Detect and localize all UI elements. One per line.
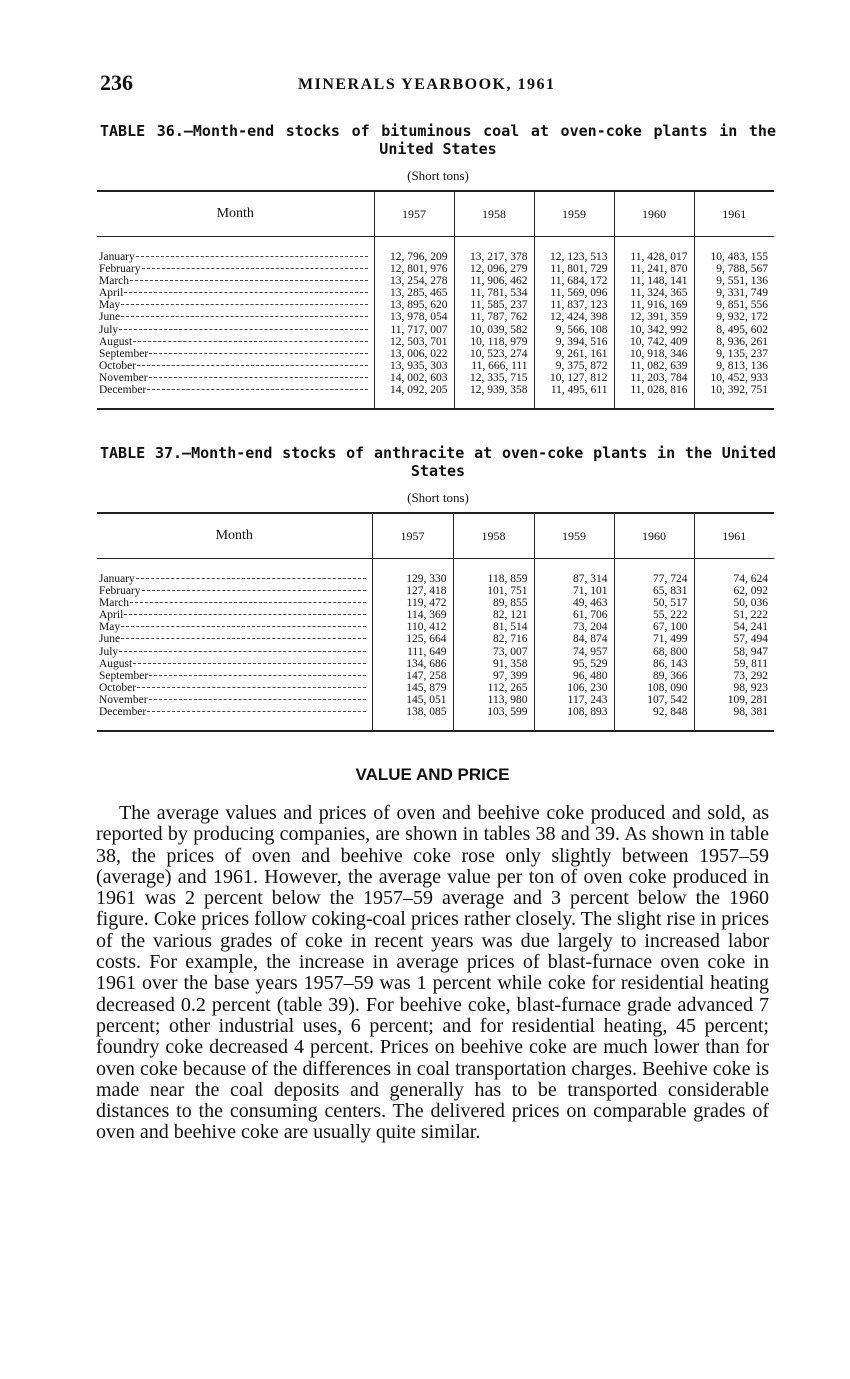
value-cell: 95, 529 xyxy=(534,658,614,670)
value-cell: 10, 127, 812 xyxy=(534,372,614,384)
table-row xyxy=(97,324,774,336)
value-cell: 10, 742, 409 xyxy=(614,336,694,348)
value-cell: 61, 706 xyxy=(534,609,614,621)
section-heading: VALUE AND PRICE xyxy=(355,765,510,784)
table36-col-year: 1960 xyxy=(614,191,694,237)
leader-dots xyxy=(121,638,365,639)
table-row xyxy=(97,384,774,409)
value-cell: 71, 101 xyxy=(534,585,614,597)
value-cell: 9, 551, 136 xyxy=(694,275,774,287)
value-cell: 11, 495, 611 xyxy=(534,384,614,409)
value-cell: 74, 957 xyxy=(534,646,614,658)
month-cell xyxy=(97,670,372,682)
table-row xyxy=(97,670,774,682)
month-cell xyxy=(97,336,374,348)
leader-dots xyxy=(124,614,365,615)
leader-dots xyxy=(121,316,367,317)
value-cell: 11, 428, 017 xyxy=(614,237,694,264)
table37-col-year: 1959 xyxy=(534,513,614,559)
month-label-wrap xyxy=(99,251,370,263)
value-cell: 86, 143 xyxy=(614,658,694,670)
month-label-wrap xyxy=(99,670,368,682)
value-cell: 138, 085 xyxy=(372,706,453,731)
value-cell: 11, 585, 237 xyxy=(454,299,534,311)
month-label: February xyxy=(99,585,141,598)
table36-col-year: 1957 xyxy=(374,191,454,237)
month-label: March xyxy=(99,275,130,288)
month-label-wrap xyxy=(99,585,368,597)
value-cell: 97, 399 xyxy=(453,670,534,682)
month-cell xyxy=(97,275,374,287)
value-cell: 147, 258 xyxy=(372,670,453,682)
month-label: September xyxy=(99,669,149,682)
value-cell: 119, 472 xyxy=(372,597,453,609)
value-cell: 50, 517 xyxy=(614,597,694,609)
value-cell: 8, 495, 602 xyxy=(694,324,774,336)
month-label: April xyxy=(99,287,124,300)
value-cell: 11, 203, 784 xyxy=(614,372,694,384)
table36-title xyxy=(100,122,776,158)
month-label-wrap xyxy=(99,263,370,275)
leader-dots xyxy=(133,341,367,342)
value-cell: 145, 051 xyxy=(372,694,453,706)
month-label-wrap xyxy=(99,360,370,372)
month-label: June xyxy=(99,633,121,646)
month-cell xyxy=(97,706,372,731)
value-cell: 9, 135, 237 xyxy=(694,348,774,360)
value-cell: 82, 121 xyxy=(453,609,534,621)
month-label: October xyxy=(99,681,137,694)
month-label-wrap xyxy=(99,682,368,694)
month-label-wrap xyxy=(99,694,368,706)
month-label-wrap xyxy=(99,384,370,396)
month-cell xyxy=(97,324,374,336)
value-cell: 10, 523, 274 xyxy=(454,348,534,360)
month-cell xyxy=(97,287,374,299)
value-cell: 12, 424, 398 xyxy=(534,311,614,323)
month-label: February xyxy=(99,263,141,276)
value-cell: 73, 204 xyxy=(534,621,614,633)
value-cell: 114, 369 xyxy=(372,609,453,621)
value-cell: 9, 375, 872 xyxy=(534,360,614,372)
month-label: November xyxy=(99,693,148,706)
value-cell: 13, 254, 278 xyxy=(374,275,454,287)
month-cell xyxy=(97,597,372,609)
table37-col-year: 1957 xyxy=(372,513,453,559)
month-cell xyxy=(97,360,374,372)
value-cell: 11, 781, 534 xyxy=(454,287,534,299)
leader-dots xyxy=(137,687,365,688)
table-row xyxy=(97,348,774,360)
month-cell xyxy=(97,384,374,409)
value-cell: 68, 800 xyxy=(614,646,694,658)
table-row xyxy=(97,706,774,731)
value-cell: 9, 331, 749 xyxy=(694,287,774,299)
value-cell: 101, 751 xyxy=(453,585,534,597)
table-row xyxy=(97,694,774,706)
value-cell: 11, 684, 172 xyxy=(534,275,614,287)
value-cell: 91, 358 xyxy=(453,658,534,670)
value-cell: 134, 686 xyxy=(372,658,453,670)
table37-units: (Short tons) xyxy=(407,490,469,505)
month-cell xyxy=(97,311,374,323)
month-cell xyxy=(97,559,372,586)
month-label: December xyxy=(99,384,147,397)
value-cell: 89, 855 xyxy=(453,597,534,609)
month-label-wrap xyxy=(99,275,370,287)
value-cell: 98, 381 xyxy=(694,706,774,731)
value-cell: 11, 801, 729 xyxy=(534,263,614,275)
value-cell: 11, 837, 123 xyxy=(534,299,614,311)
month-label: April xyxy=(99,609,124,622)
value-cell: 58, 947 xyxy=(694,646,774,658)
value-cell: 9, 932, 172 xyxy=(694,311,774,323)
table-row xyxy=(97,275,774,287)
value-cell: 14, 002, 603 xyxy=(374,372,454,384)
leader-dots xyxy=(137,365,367,366)
value-cell: 10, 918, 346 xyxy=(614,348,694,360)
leader-dots xyxy=(121,304,367,305)
value-cell: 13, 895, 620 xyxy=(374,299,454,311)
month-label-wrap xyxy=(99,706,368,718)
value-cell: 11, 324, 365 xyxy=(614,287,694,299)
value-cell: 10, 483, 155 xyxy=(694,237,774,264)
value-cell: 112, 265 xyxy=(453,682,534,694)
value-cell: 108, 090 xyxy=(614,682,694,694)
value-cell: 54, 241 xyxy=(694,621,774,633)
table-row xyxy=(97,633,774,645)
month-label: January xyxy=(99,573,135,585)
table36-col-year: 1959 xyxy=(534,191,614,237)
value-cell: 55, 222 xyxy=(614,609,694,621)
table-row xyxy=(97,682,774,694)
value-cell: 50, 036 xyxy=(694,597,774,609)
table-row xyxy=(97,311,774,323)
value-cell: 10, 392, 751 xyxy=(694,384,774,409)
table36-col-year: 1961 xyxy=(694,191,774,237)
month-label-wrap xyxy=(99,324,370,336)
value-cell: 12, 796, 209 xyxy=(374,237,454,264)
value-cell: 145, 879 xyxy=(372,682,453,694)
value-cell: 49, 463 xyxy=(534,597,614,609)
value-cell: 12, 391, 359 xyxy=(614,311,694,323)
leader-dots xyxy=(121,626,365,627)
leader-dots xyxy=(136,256,368,257)
value-cell: 67, 100 xyxy=(614,621,694,633)
month-label-wrap xyxy=(99,372,370,384)
month-label-wrap xyxy=(99,287,370,299)
month-label-wrap xyxy=(99,573,368,585)
table-row xyxy=(97,559,774,586)
value-cell: 71, 499 xyxy=(614,633,694,645)
value-cell: 111, 649 xyxy=(372,646,453,658)
table-row xyxy=(97,646,774,658)
table-row xyxy=(97,372,774,384)
table-row xyxy=(97,360,774,372)
month-label: October xyxy=(99,359,137,372)
value-cell: 12, 503, 701 xyxy=(374,336,454,348)
leader-dots xyxy=(147,389,367,390)
month-label-wrap xyxy=(99,646,368,658)
value-cell: 96, 480 xyxy=(534,670,614,682)
value-cell: 10, 342, 992 xyxy=(614,324,694,336)
page-number: 236 xyxy=(100,70,133,95)
value-cell: 107, 542 xyxy=(614,694,694,706)
month-label: July xyxy=(99,323,119,336)
leader-dots xyxy=(149,675,365,676)
month-cell xyxy=(97,646,372,658)
month-cell xyxy=(97,237,374,264)
table-row xyxy=(97,597,774,609)
value-cell: 84, 874 xyxy=(534,633,614,645)
table36-col-month: Month xyxy=(97,191,374,237)
month-label: May xyxy=(99,299,121,312)
leader-dots xyxy=(124,292,367,293)
month-cell xyxy=(97,585,372,597)
month-label: July xyxy=(99,645,119,658)
table-row xyxy=(97,299,774,311)
leader-dots xyxy=(142,590,366,591)
leader-dots xyxy=(142,268,368,269)
month-label-wrap xyxy=(99,299,370,311)
month-label-wrap xyxy=(99,658,368,670)
value-cell: 11, 241, 870 xyxy=(614,263,694,275)
month-label: January xyxy=(99,251,135,263)
value-cell: 125, 664 xyxy=(372,633,453,645)
month-label: September xyxy=(99,347,149,360)
value-cell: 11, 906, 462 xyxy=(454,275,534,287)
body-paragraph: The average values and prices of oven and beehive coke produced and sold, as reported by producing companies, are shown in tables 38 and 39. As shown in table 38, the prices of oven and beehive coke rose only slightly between 1957–59 (average) and 1961. However, the average value per ton of oven coke produced in 1961 was 2 percent below the 1957–59 average and 3 percent below the 1960 figure. Coke prices follow coking-coal prices rather closely. The slight rise in prices of the various grades of coke in recent years was due largely to increased labor costs. For example, the increase in average prices of blast-furnace oven coke in 1961 over the base years 1957–59 was 1 percent while coke for residential heating decreased 0.2 percent (table 39). For beehive coke, blast-furnace grade advanced 7 percent; other industrial uses, 6 percent; and for residential heating, 45 percent; foundry coke decreased 4 percent. Prices on beehive coke are much lower than for oven coke because of the differences in coal transportation charges. Beehive coke is made near the coal deposits and generally has to be transported considerable distances to the consuming centers. The delivered prices on comparable grades of oven and beehive coke are usually quite similar. xyxy=(96,802,769,1144)
month-cell xyxy=(97,633,372,645)
value-cell: 110, 412 xyxy=(372,621,453,633)
value-cell: 57, 494 xyxy=(694,633,774,645)
leader-dots xyxy=(119,651,365,652)
month-label-wrap xyxy=(99,597,368,609)
running-title: MINERALS YEARBOOK, 1961 xyxy=(298,76,556,93)
value-cell: 13, 006, 022 xyxy=(374,348,454,360)
value-cell: 13, 217, 378 xyxy=(454,237,534,264)
table37-title xyxy=(100,444,776,480)
month-label-wrap xyxy=(99,621,368,633)
value-cell: 51, 222 xyxy=(694,609,774,621)
month-cell xyxy=(97,263,374,275)
table36-title-line1: TABLE 36.—Month-end stocks of bituminous coal at oven-coke plants in the xyxy=(100,122,776,140)
value-cell: 10, 039, 582 xyxy=(454,324,534,336)
value-cell: 129, 330 xyxy=(372,559,453,586)
value-cell: 62, 092 xyxy=(694,585,774,597)
value-cell: 108, 893 xyxy=(534,706,614,731)
table37-header-row xyxy=(97,513,774,559)
table36-title-line2: United States xyxy=(379,140,497,158)
month-cell xyxy=(97,372,374,384)
table37-col-year: 1961 xyxy=(694,513,774,559)
value-cell: 82, 716 xyxy=(453,633,534,645)
leader-dots xyxy=(149,353,367,354)
value-cell: 117, 243 xyxy=(534,694,614,706)
table37-title-line2: States xyxy=(410,462,466,480)
table-row xyxy=(97,585,774,597)
value-cell: 11, 916, 169 xyxy=(614,299,694,311)
value-cell: 12, 939, 358 xyxy=(454,384,534,409)
month-label: June xyxy=(99,311,121,324)
value-cell: 12, 123, 513 xyxy=(534,237,614,264)
value-cell: 9, 851, 556 xyxy=(694,299,774,311)
leader-dots xyxy=(133,663,365,664)
value-cell: 13, 285, 465 xyxy=(374,287,454,299)
value-cell: 9, 394, 516 xyxy=(534,336,614,348)
leader-dots xyxy=(119,329,367,330)
month-label: November xyxy=(99,371,148,384)
value-cell: 11, 666, 111 xyxy=(454,360,534,372)
value-cell: 11, 148, 141 xyxy=(614,275,694,287)
table-row xyxy=(97,609,774,621)
value-cell: 92, 848 xyxy=(614,706,694,731)
value-cell: 10, 452, 933 xyxy=(694,372,774,384)
month-cell xyxy=(97,658,372,670)
value-cell: 109, 281 xyxy=(694,694,774,706)
month-cell xyxy=(97,299,374,311)
leader-dots xyxy=(149,377,368,378)
value-cell: 81, 514 xyxy=(453,621,534,633)
month-label-wrap xyxy=(99,336,370,348)
leader-dots xyxy=(149,699,366,700)
value-cell: 118, 859 xyxy=(453,559,534,586)
table36-header-row xyxy=(97,191,774,237)
leader-dots xyxy=(130,602,365,603)
month-label: December xyxy=(99,706,147,719)
table36 xyxy=(97,190,774,410)
table37-col-year: 1958 xyxy=(453,513,534,559)
value-cell: 103, 599 xyxy=(453,706,534,731)
value-cell: 106, 230 xyxy=(534,682,614,694)
value-cell: 8, 936, 261 xyxy=(694,336,774,348)
table37-col-year: 1960 xyxy=(614,513,694,559)
value-cell: 14, 092, 205 xyxy=(374,384,454,409)
month-label: August xyxy=(99,657,133,670)
value-cell: 9, 261, 161 xyxy=(534,348,614,360)
value-cell: 73, 007 xyxy=(453,646,534,658)
value-cell: 11, 569, 096 xyxy=(534,287,614,299)
month-cell xyxy=(97,348,374,360)
month-label: May xyxy=(99,621,121,634)
value-cell: 9, 813, 136 xyxy=(694,360,774,372)
month-label-wrap xyxy=(99,633,368,645)
table36-units: (Short tons) xyxy=(407,168,469,183)
month-label: August xyxy=(99,335,133,348)
leader-dots xyxy=(130,280,367,281)
value-cell: 11, 082, 639 xyxy=(614,360,694,372)
value-cell: 9, 566, 108 xyxy=(534,324,614,336)
table37 xyxy=(97,512,774,732)
table-row xyxy=(97,658,774,670)
table-row xyxy=(97,621,774,633)
value-cell: 59, 811 xyxy=(694,658,774,670)
month-cell xyxy=(97,609,372,621)
month-label: March xyxy=(99,597,130,610)
month-cell xyxy=(97,694,372,706)
value-cell: 74, 624 xyxy=(694,559,774,586)
value-cell: 77, 724 xyxy=(614,559,694,586)
month-label-wrap xyxy=(99,609,368,621)
table36-body xyxy=(97,237,774,410)
month-label-wrap xyxy=(99,311,370,323)
table37-col-month: Month xyxy=(97,513,372,559)
value-cell: 87, 314 xyxy=(534,559,614,586)
table-row xyxy=(97,237,774,264)
leader-dots xyxy=(147,711,365,712)
value-cell: 65, 831 xyxy=(614,585,694,597)
leader-dots xyxy=(136,578,366,579)
value-cell: 11, 787, 762 xyxy=(454,311,534,323)
value-cell: 12, 335, 715 xyxy=(454,372,534,384)
value-cell: 10, 118, 979 xyxy=(454,336,534,348)
value-cell: 11, 717, 007 xyxy=(374,324,454,336)
table36-col-year: 1958 xyxy=(454,191,534,237)
value-cell: 98, 923 xyxy=(694,682,774,694)
table37-title-line1: TABLE 37.—Month-end stocks of anthracite at oven-coke plants in the United xyxy=(100,444,776,462)
month-cell xyxy=(97,621,372,633)
value-cell: 12, 096, 279 xyxy=(454,263,534,275)
value-cell: 13, 935, 303 xyxy=(374,360,454,372)
value-cell: 89, 366 xyxy=(614,670,694,682)
value-cell: 127, 418 xyxy=(372,585,453,597)
value-cell: 11, 028, 816 xyxy=(614,384,694,409)
value-cell: 113, 980 xyxy=(453,694,534,706)
value-cell: 13, 978, 054 xyxy=(374,311,454,323)
table-row xyxy=(97,263,774,275)
month-label-wrap xyxy=(99,348,370,360)
table-row xyxy=(97,287,774,299)
value-cell: 73, 292 xyxy=(694,670,774,682)
table37-body xyxy=(97,559,774,732)
table-row xyxy=(97,336,774,348)
value-cell: 12, 801, 976 xyxy=(374,263,454,275)
month-cell xyxy=(97,682,372,694)
value-cell: 9, 788, 567 xyxy=(694,263,774,275)
